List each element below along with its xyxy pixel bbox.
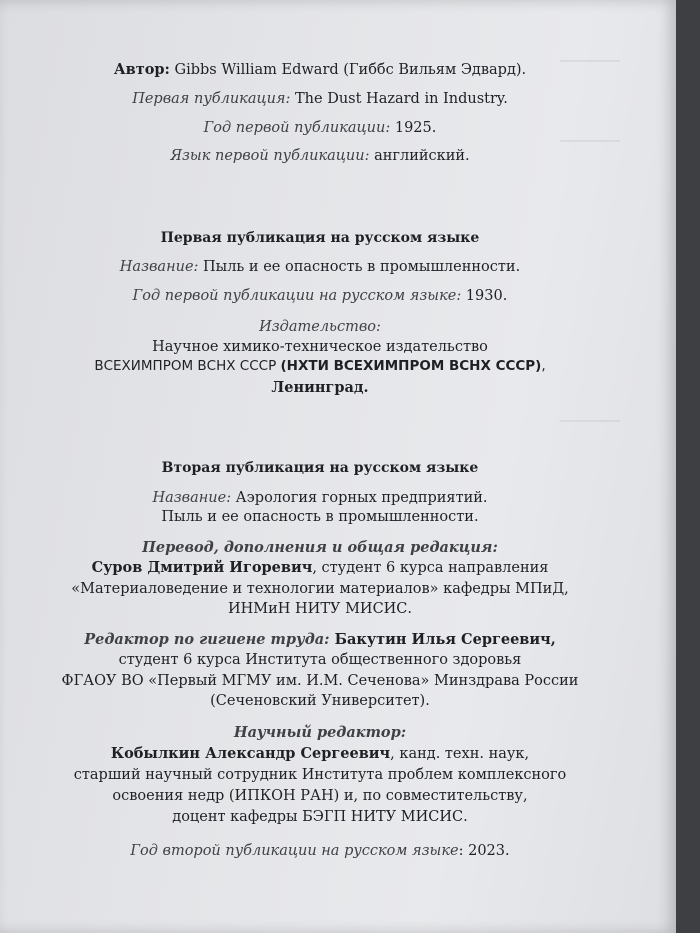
first-pub-value: The Dust Hazard in Industry.	[290, 91, 508, 107]
publisher-label: Издательство:	[259, 319, 381, 335]
scientific-editor-line-1-rest: , канд. техн. наук,	[390, 746, 530, 762]
hygiene-editor-line-3: ФГАОУ ВО «Первый МГМУ им. И.М. Сеченова» Минздрава России	[61, 673, 579, 689]
show-through-mark	[560, 420, 620, 422]
first-pub-label: Первая публикация:	[132, 91, 291, 107]
translation-label: Перевод, дополнения и общая редакция:	[142, 539, 498, 556]
first-russian-year-value: 1930.	[461, 288, 508, 304]
publisher-line-1: Научное химико-техническое издательство	[152, 339, 488, 355]
publisher-line-3: Ленинград.	[271, 379, 369, 396]
publisher-line-2c: ,	[541, 358, 546, 374]
hygiene-editor-line-2: студент 6 курса Института общественного здоровья	[118, 652, 522, 668]
first-russian-title-line	[0, 258, 640, 276]
first-pub-year-line	[0, 119, 640, 137]
hygiene-editor-line-1	[0, 631, 640, 649]
scientific-editor-line-2: старший научный сотрудник Института проблем комплексного	[73, 767, 567, 783]
second-russian-title-line	[0, 489, 640, 507]
first-russian-year-line	[0, 287, 640, 305]
translator-line-1	[0, 559, 640, 577]
second-russian-title-line-2: Пыль и ее опасность в промышленности.	[161, 509, 479, 525]
second-russian-year-value: : 2023.	[458, 843, 510, 859]
first-pub-year-label: Год первой публикации:	[203, 120, 391, 136]
translator-line-2: «Материаловедение и технологии материалов» кафедры МПиД,	[71, 581, 569, 597]
author-value: Gibbs William Edward (Гиббс Вильям Эдвард).	[169, 62, 527, 78]
first-pub-year-value: 1925.	[390, 120, 437, 136]
author-line	[0, 61, 640, 79]
second-russian-title-label: Название:	[152, 490, 232, 506]
translator-line-1-rest: , студент 6 курса направления	[312, 560, 549, 576]
publisher-line-2a: ВСЕХИМПРОМ ВСНХ СССР	[94, 358, 281, 374]
translator-line-3: ИНМиН НИТУ МИСИС.	[227, 601, 413, 617]
second-russian-year-line	[0, 842, 640, 860]
first-pub-line	[0, 90, 640, 108]
author-label: Автор:	[113, 61, 170, 78]
scientific-editor-label: Научный редактор:	[233, 724, 407, 741]
scientific-editor-line-3: освоения недр (ИПКОН РАН) и, по совместительству,	[112, 788, 528, 804]
hygiene-editor-label: Редактор по гигиене труда:	[84, 631, 330, 648]
second-russian-heading: Вторая публикация на русском языке	[161, 460, 479, 476]
first-russian-heading: Первая публикация на русском языке	[160, 230, 480, 246]
first-russian-year-label: Год первой публикации на русском языке:	[132, 288, 462, 304]
scientific-editor-name: Кобылкин Александр Сергеевич	[110, 745, 391, 762]
first-pub-lang-label: Язык первой публикации:	[170, 148, 370, 164]
second-russian-title-value: Аэрология горных предприятий.	[231, 490, 488, 506]
translator-name: Суров Дмитрий Игоревич	[91, 559, 313, 576]
first-pub-lang-line	[0, 147, 640, 165]
publisher-line-2b: (НХТИ ВСЕХИМПРОМ ВСНХ СССР)	[280, 358, 542, 374]
first-russian-title-label: Название:	[119, 259, 199, 275]
publisher-line-2	[0, 357, 640, 375]
show-through-mark	[560, 140, 620, 142]
scientific-editor-line-1	[0, 745, 640, 763]
first-russian-title-value: Пыль и ее опасность в промышленности.	[198, 259, 521, 275]
hygiene-editor-name: Бакутин Илья Сергеевич,	[329, 631, 556, 648]
hygiene-editor-line-4: (Сеченовский Университет).	[210, 693, 430, 709]
scientific-editor-line-4: доцент кафедры БЭГП НИТУ МИСИС.	[172, 809, 468, 825]
second-russian-year-label: Год второй публикации на русском языке	[130, 843, 459, 859]
first-pub-lang-value: английский.	[369, 148, 470, 164]
